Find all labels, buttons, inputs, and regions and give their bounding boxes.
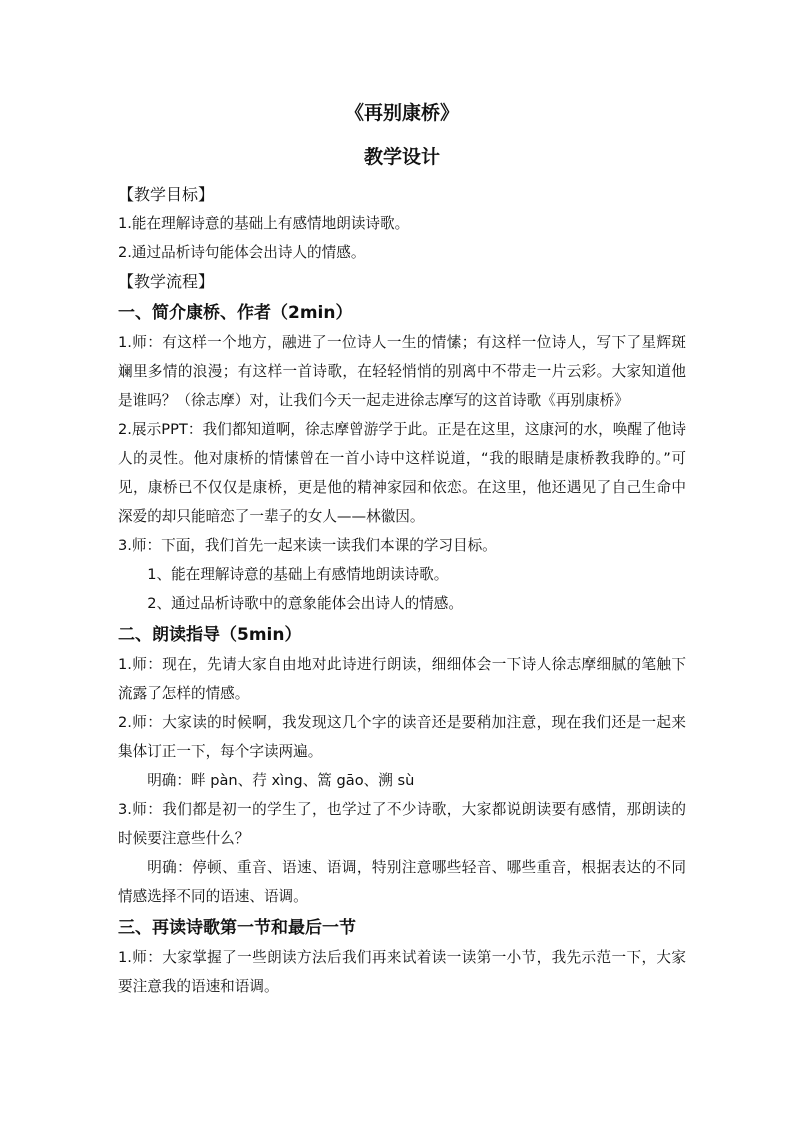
process-label: 【教学流程】 (118, 272, 215, 291)
section-heading-reread: 三、再读诗歌第一节和最后一节 (118, 918, 356, 938)
section-paragraph: 1.师：大家掌握了一些朗读方法后我们再来试着读一读第一小节，我先示范一下，大家要注意我的语速和语调。 (118, 949, 686, 995)
section-paragraph: 3.师：我们都是初一的学生了，也学过了不少诗歌，大家都说朗读要有感情，那朗读的时候要注意些什么？ (118, 801, 686, 847)
section-heading-intro: 一、简介康桥、作者（2min） (118, 303, 353, 323)
reading-tips-note: 明确：停顿、重音、语速、语调，特别注意哪些轻音、哪些重音，根据表达的不同情感选择不同的语速、语调。 (118, 859, 686, 905)
objective-item: 2.通过品析诗句能体会出诗人的情感。 (118, 244, 366, 261)
section-paragraph: 3.师：下面，我们首先一起来读一读我们本课的学习目标。 (118, 537, 497, 554)
section-paragraph: 2.师：大家读的时候啊，我发现这几个字的读音还是要稍加注意，现在我们还是一起来集体订正一下，每个字读两遍。 (118, 714, 686, 760)
document-subtitle: 教学设计 (363, 146, 440, 168)
objective-recap-item: 2、通过品析诗歌中的意象能体会出诗人的情感。 (147, 595, 463, 612)
objective-item: 1.能在理解诗意的基础上有感情地朗读诗歌。 (118, 215, 410, 232)
document-page (118, 100, 686, 1001)
document-title: 《再别康桥》 (344, 102, 459, 124)
section-paragraph: 2.展示PPT：我们都知道啊，徐志摩曾游学于此。正是在这里，这康河的水，唤醒了他诗人的灵性。他对康桥的情愫曾在一首小诗中这样说道，“我的眼睛是康桥教我睁的。”可见，康桥已不仅仅是康桥，更是他的精神家园和依恋。在这里，他还遇见了自己生命中深爱的却只能暗恋了一辈子的女人——林徽因。 (118, 421, 686, 525)
section-paragraph: 1.师：有这样一个地方，融进了一位诗人一生的情愫；有这样一位诗人，写下了星辉斑斓里多情的浪漫；有这样一首诗歌，在轻轻悄悄的别离中不带走一片云彩。大家知道他是谁吗？（徐志摩）对，让我们今天一起走进徐志摩写的这首诗歌《再别康桥》 (118, 334, 686, 409)
section-paragraph: 1.师：现在，先请大家自由地对此诗进行朗读，细细体会一下诗人徐志摩细腻的笔触下流露了怎样的情感。 (118, 656, 686, 702)
objectives-label: 【教学目标】 (118, 185, 215, 204)
pronunciation-note: 明确：畔 pàn、荇 xìng、篙 gāo、溯 sù (147, 772, 415, 789)
section-heading-reading-guide: 二、朗读指导（5min） (118, 625, 302, 645)
objective-recap-item: 1、能在理解诗意的基础上有感情地朗读诗歌。 (147, 566, 449, 583)
